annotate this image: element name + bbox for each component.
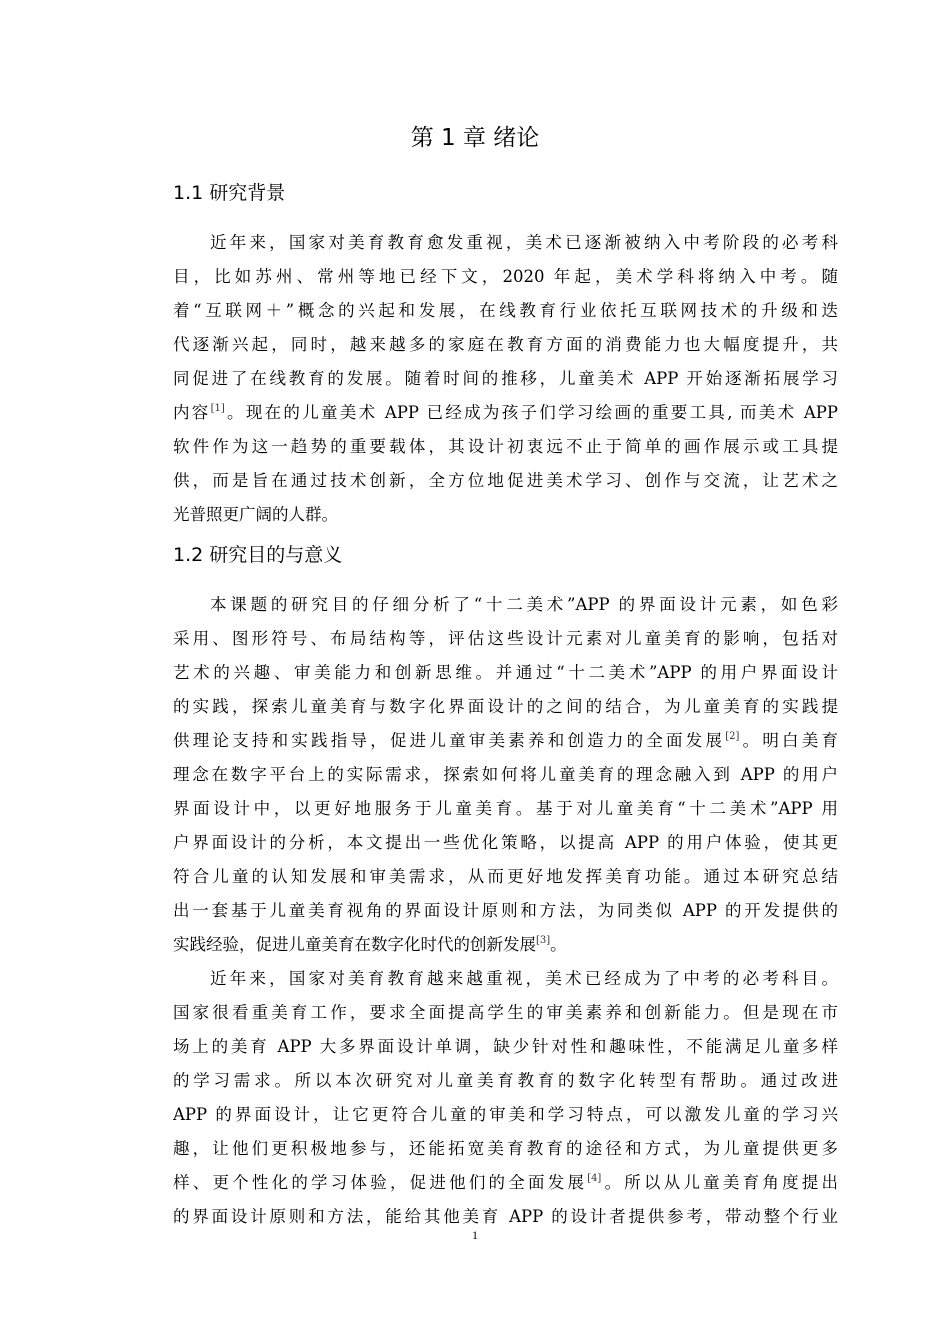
section-title-1-2: 1.2 研究目的与意义 [173, 544, 343, 566]
paragraph-line: 场上的美育 APP 大多界面设计单调，缺少针对性和趣味性，不能满足儿童多样 [173, 1037, 838, 1056]
paragraph-line: 趣，让他们更积极地参与，还能拓宽美育教育的途径和方式，为儿童提供更多 [173, 1139, 838, 1158]
paragraph-line [173, 1166, 838, 1200]
paragraph-line: 本课题的研究目的仔细分析了“十二美术”APP 的界面设计元素，如色彩 [210, 595, 838, 614]
citation: [2] [725, 731, 740, 742]
line-text: 样、更个性化的学习体验，促进他们的全面发展 [173, 1173, 588, 1192]
line-text: 内容 [173, 403, 211, 422]
citation: [4] [587, 1173, 602, 1184]
paragraph-line: 国家很看重美育工作，要求全面提高学生的审美素养和创新能力。但是现在市 [173, 1003, 838, 1022]
line-text: 。明白美育 [739, 731, 839, 750]
paragraph-line: 理念在数字平台上的实际需求，探索如何将儿童美育的理念融入到 APP 的用户 [173, 765, 838, 784]
paragraph-line: 近年来，国家对美育教育愈发重视，美术已逐渐被纳入中考阶段的必考科 [210, 233, 838, 252]
line-text: 。现在的儿童美术 APP 已经成为孩子们学习绘画的重要工具, 而美术 APP [224, 403, 839, 422]
paragraph-line: 的学习需求。所以本次研究对儿童美育教育的数字化转型有帮助。通过改进 [173, 1071, 838, 1090]
paragraph-line: 光普照更广阔的人群。 [173, 505, 338, 524]
paragraph-line [173, 396, 838, 430]
paragraph-line: 出一套基于儿童美育视角的界面设计原则和方法，为同类似 APP 的开发提供的 [173, 901, 838, 920]
line-text: 。所以从儿童美育角度提出 [601, 1173, 839, 1192]
citation: [1] [210, 403, 225, 414]
paragraph-line: 的实践，探索儿童美育与数字化界面设计的之间的结合，为儿童美育的实践提 [173, 697, 838, 716]
page-number: 1 [472, 1228, 478, 1242]
paragraph-line: 艺术的兴趣、审美能力和创新思维。并通过“十二美术”APP 的用户界面设计 [173, 663, 838, 682]
paragraph-line: 目，比如苏州、常州等地已经下文，2020 年起，美术学科将纳入中考。随 [173, 267, 838, 286]
paragraph-line [173, 724, 838, 758]
chapter-title: 第 1 章 绪论 [410, 125, 540, 151]
paragraph-line: 的界面设计原则和方法，能给其他美育 APP 的设计者提供参考，带动整个行业 [173, 1207, 838, 1226]
line-text: 。 [550, 935, 567, 954]
paragraph-line: 代逐渐兴起，同时，越来越多的家庭在教育方面的消费能力也大幅度提升，共 [173, 335, 838, 354]
paragraph-line: 软件作为这一趋势的重要载体，其设计初衷远不止于简单的画作展示或工具提 [173, 437, 838, 456]
paragraph-line: 符合儿童的认知发展和审美需求，从而更好地发挥美育功能。通过本研究总结 [173, 867, 838, 886]
paragraph-line: 着“互联网＋”概念的兴起和发展，在线教育行业依托互联网技术的升级和迭 [173, 301, 838, 320]
paragraph-line: 近年来，国家对美育教育越来越重视，美术已经成为了中考的必考科目。 [210, 969, 838, 988]
line-text: 供理论支持和实践指导，促进儿童审美素养和创造力的全面发展 [173, 731, 726, 750]
paragraph-line: 界面设计中，以更好地服务于儿童美育。基于对儿童美育“十二美术”APP 用 [173, 799, 838, 818]
paragraph-line: 采用、图形符号、布局结构等，评估这些设计元素对儿童美育的影响，包括对 [173, 629, 838, 648]
paragraph-line: 户界面设计的分析，本文提出一些优化策略，以提高 APP 的用户体验，使其更 [173, 833, 838, 852]
section-title-1-1: 1.1 研究背景 [173, 182, 286, 204]
paragraph-line [173, 928, 838, 962]
paragraph-line: 同促进了在线教育的发展。随着时间的推移，儿童美术 APP 开始逐渐拓展学习 [173, 369, 838, 388]
paragraph-line: APP 的界面设计，让它更符合儿童的审美和学习特点，可以激发儿童的学习兴 [173, 1105, 838, 1124]
paragraph-line: 供，而是旨在通过技术创新，全方位地促进美术学习、创作与交流，让艺术之 [173, 471, 838, 490]
line-text: 实践经验，促进儿童美育在数字化时代的创新发展 [173, 935, 536, 954]
citation: [3] [536, 935, 551, 946]
